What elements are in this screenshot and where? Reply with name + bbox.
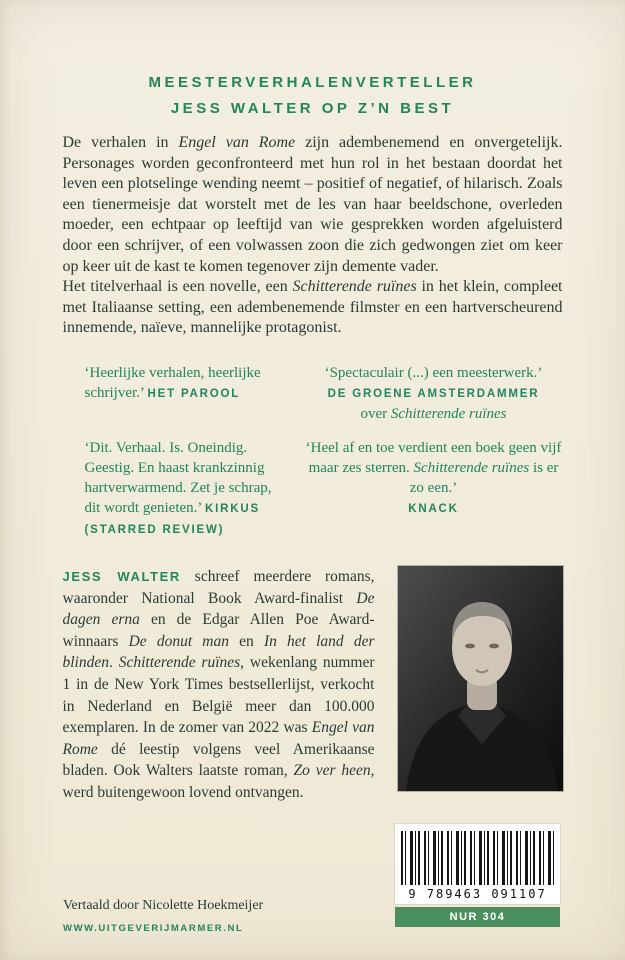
book-description [63, 133, 563, 339]
review-quotes [63, 363, 563, 540]
barcode-panel [395, 824, 560, 904]
publisher-website: WWW.UITGEVERIJMARMER.NL [63, 923, 244, 934]
footer [63, 898, 263, 934]
author-photo [398, 566, 563, 791]
tagline [0, 0, 625, 117]
quote-het-parool: ‘Heerlijke verhalen, heerlijke schrijver.’ HET PAROOL [84, 364, 261, 401]
tagline-line1: MEESTERVERHALENVERTELLER [148, 74, 477, 91]
author-bio: JESS WALTER schreef meerdere romans, waaronder National Book Award-finalist De dagen erna en de Edgar Allen Poe Award-winnaars De donut man en In het land der blinden. Schitterende ruïnes, wekenlang nummer 1 in de New York Times bestsellerlijst, verkocht in Nederland en België meer dan 100.000 exemplaren. In de zomer van 2022 was Engel van Rome dé leestip volgens veel Amerikaanse bladen. Ook Walters laatste roman, Zo ver heen, werd buitengewoon lovend ontvangen. [62, 567, 375, 801]
nur-badge: NUR 304 [395, 907, 560, 927]
barcode-digits: 9 789463 091107 [408, 887, 547, 901]
quote-knack: ‘Heel af en toe verdient een boek geen vijf maar zes sterren. Schitterende ruïnes is er zo een.’ KNACK [305, 439, 562, 515]
description-paragraph-1: De verhalen in Engel van Rome zijn adembenemend en onvergetelijk. Personages worden geconfronteerd met hun rol in het bestaan doordat het leven een plotselinge wending neemt – positief of negatief, of hilarisch. Zoals een tienermeisje dat worstelt met de les van haar beeldschone, overleden moeder, een echtpaar op leeftijd van wie gesprekken worden afgeluisterd door een schrijver, of een volwassen zoon die zich gedwongen ziet om keer op keer uit de kast te komen tegenover zijn demente vader. [62, 134, 563, 275]
author-section [63, 566, 563, 804]
barcode-bars [401, 831, 554, 885]
tagline-line2: JESS WALTER OP Z’N BEST [170, 100, 455, 117]
description-paragraph-2: Het titelverhaal is een novelle, een Schitterende ruïnes in het klein, compleet met Italiaanse setting, een adembenemende filmster en een hartverscheurend innemende, naïeve, mannelijke protagonist. [62, 278, 563, 337]
quote-kirkus: ‘Dit. Verhaal. Is. Oneindig. Geestig. En haast krankzinnig hartverwarmend. Zet je schrap, dit wordt genieten.’ KIRKUS (STARRED REVIEW) [84, 439, 272, 536]
quote-groene-amsterdammer: ‘Spectaculair (...) een meesterwerk.’ DE GROENE AMSTERDAMMER over Schitterende ruïnes [324, 364, 543, 422]
author-portrait-graphic [398, 566, 563, 791]
barcode [395, 824, 560, 927]
translator-credit: Vertaald door Nicolette Hoekmeijer [63, 898, 264, 913]
